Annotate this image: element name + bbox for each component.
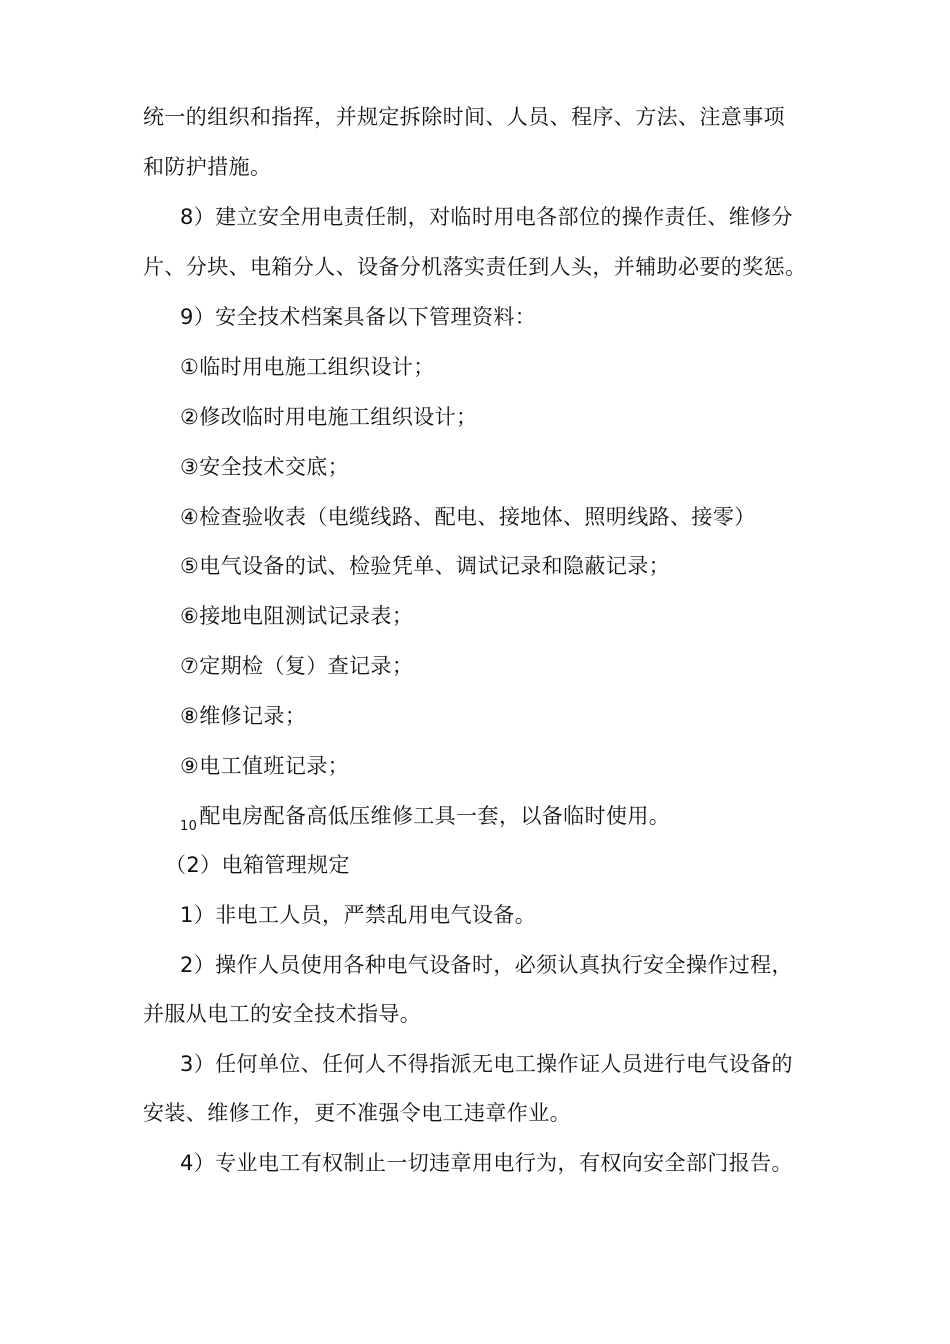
item-10-marker: 10 bbox=[180, 819, 198, 834]
paragraph-line: 4）专业电工有权制止一切违章用电行为，有权向安全部门报告。 bbox=[180, 1151, 793, 1175]
paragraph-line: 并服从电工的安全技术指导。 bbox=[143, 1002, 422, 1026]
paragraph-line: 统一的组织和指挥，并规定拆除时间、人员、程序、方法、注意事项 bbox=[143, 105, 785, 129]
list-item: ①临时用电施工组织设计； bbox=[180, 355, 435, 379]
list-item-10-text: 配电房配备高低压维修工具一套，以备临时使用。 bbox=[199, 804, 671, 828]
paragraph-line: 片、分块、电箱分人、设备分机落实责任到人头，并辅助必要的奖惩。 bbox=[143, 255, 807, 279]
paragraph-line: 3）任何单位、任何人不得指派无电工操作证人员进行电气设备的 bbox=[180, 1052, 793, 1076]
list-item-10 bbox=[180, 801, 670, 835]
list-item: ⑨电工值班记录； bbox=[180, 754, 350, 778]
paragraph-line: 9）安全技术档案具备以下管理资料： bbox=[180, 305, 537, 329]
list-item: ⑦定期检（复）查记录； bbox=[180, 654, 414, 678]
list-item: ②修改临时用电施工组织设计； bbox=[180, 405, 478, 429]
paragraph-line: 安装、维修工作，更不准强令电工违章作业。 bbox=[143, 1101, 571, 1125]
paragraph-line: 2）操作人员使用各种电气设备时，必须认真执行安全操作过程， bbox=[180, 953, 793, 977]
list-item: ③安全技术交底； bbox=[180, 455, 350, 479]
section-heading: （2）电箱管理规定 bbox=[165, 853, 350, 877]
list-item: ⑧维修记录； bbox=[180, 704, 307, 728]
list-item: ⑥接地电阻测试记录表； bbox=[180, 604, 414, 628]
list-item: ④检查验收表（电缆线路、配电、接地体、照明线路、接零） bbox=[180, 505, 756, 529]
paragraph-line: 和防护措施。 bbox=[143, 155, 272, 179]
list-item: ⑤电气设备的试、检验凭单、调试记录和隐蔽记录； bbox=[180, 554, 671, 578]
paragraph-line: 8）建立安全用电责任制，对临时用电各部位的操作责任、维修分 bbox=[180, 205, 793, 229]
paragraph-line: 1）非电工人员，严禁乱用电气设备。 bbox=[180, 903, 537, 927]
